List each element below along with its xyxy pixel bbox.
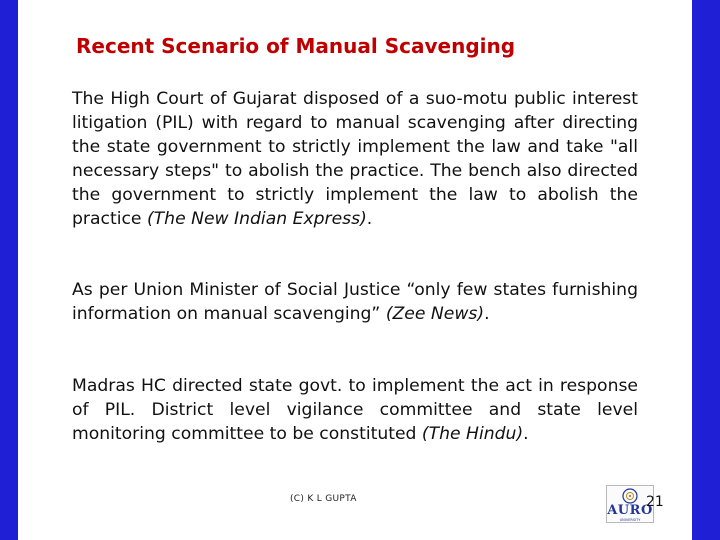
paragraph-madras-hc	[72, 374, 638, 446]
paragraph-end: .	[484, 304, 490, 324]
logo-subtext: UNIVERSITY	[619, 518, 641, 522]
right-border-bar	[692, 0, 720, 540]
paragraph-text: The High Court of Gujarat disposed of a suo-motu public interest litigation (PIL) with regard to manual scavenging after directing the state government to strictly implement the law and take "all necessary steps" to abolish the practice. The bench also directed the government to strictly implement the law to abolish the practice	[72, 89, 638, 229]
slide	[18, 0, 692, 540]
paragraph-text: As per Union Minister of Social Justice “only few states furnishing information on manual scavenging”	[72, 280, 638, 324]
paragraph-end: .	[366, 209, 373, 229]
paragraph-source: (Zee News)	[385, 304, 485, 324]
logo-wordmark: AURO	[607, 503, 653, 518]
page-number: 21	[646, 494, 664, 510]
paragraph-end: .	[523, 424, 529, 444]
slide-title: Recent Scenario of Manual Scavenging	[76, 34, 516, 58]
paragraph-union-minister	[72, 278, 638, 326]
paragraph-gujarat-hc	[72, 87, 638, 231]
footer-credit: (C) K L GUPTA	[290, 494, 357, 504]
left-border-bar	[0, 0, 18, 540]
paragraph-source: (The New Indian Express)	[146, 209, 367, 229]
paragraph-text: Madras HC directed state govt. to implement the act in response of PIL. District level vigilance committee and state level monitoring committee to be constituted	[72, 376, 638, 444]
paragraph-source: (The Hindu)	[421, 424, 524, 444]
